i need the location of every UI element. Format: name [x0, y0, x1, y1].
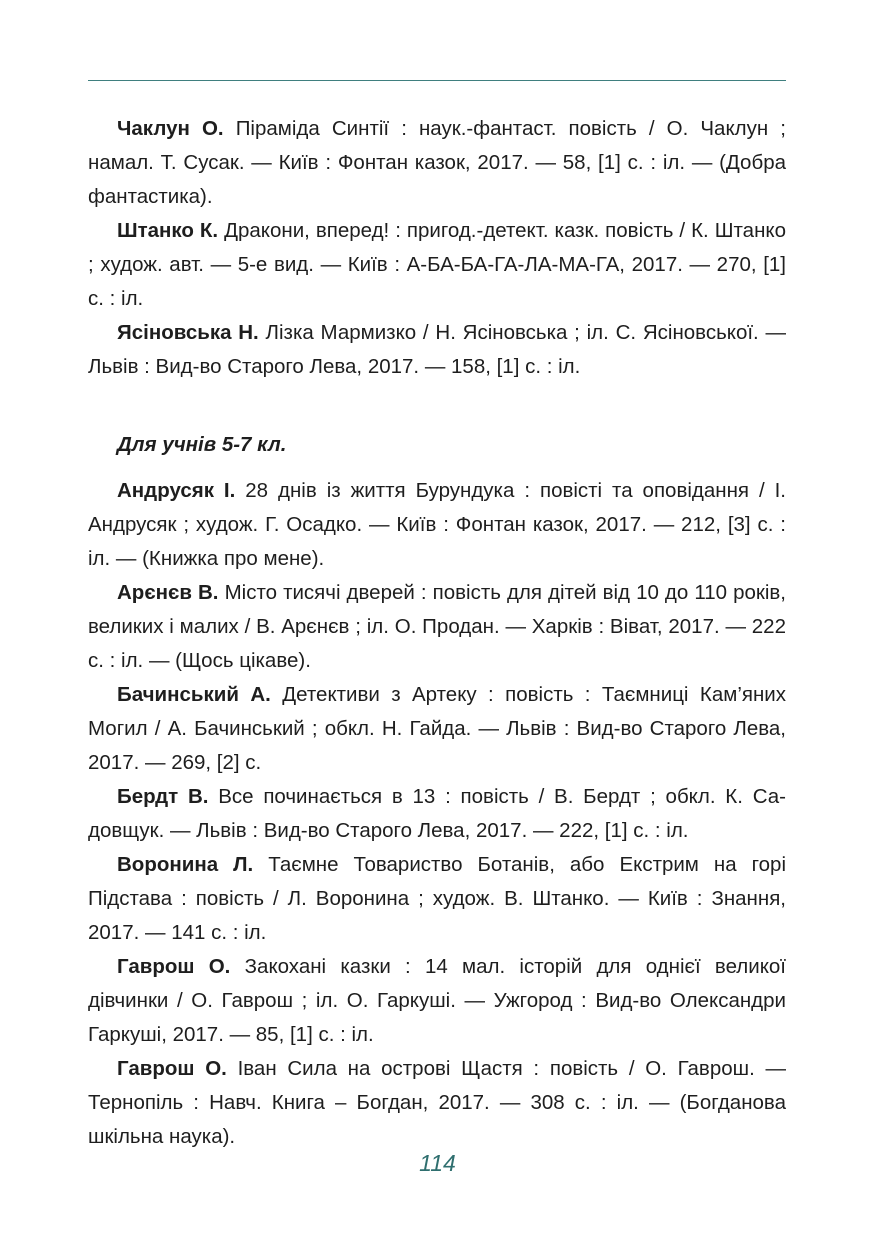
entry-author: Чаклун О.: [117, 117, 224, 140]
entry-author: Воронина Л.: [117, 853, 254, 876]
entry-text: Закохані казки : 14 мал. історій для однієї великої дівчинки / О. Гаврош ; іл. О. Гаркуші. — Ужгород : Вид-во Олександри Гаркуші, 2017. — 85, [1] с. : іл.: [88, 955, 787, 1046]
entry-author: Бердт В.: [117, 785, 209, 808]
bibliography-entry: [88, 1052, 786, 1154]
entries-section: [88, 474, 786, 1154]
entry-text: Піраміда Синтії : наук.-фантаст. повість / О. Чаклун ; намал. Т. Сусак. — Київ : Фонтан казок, 2017. — 58, [1] с. : іл. — (Добра фантастика).: [88, 117, 786, 208]
bibliography-entry: [88, 950, 786, 1052]
section-heading: Для учнів 5-7 кл.: [117, 433, 287, 456]
entry-text: Детективи з Артеку : повість : Таємниці Кам’яних Могил / А. Бачинський ; обкл. Н. Гайда. — Львів : Вид-во Старого Лева, 2017. — 269, [2] с.: [88, 683, 786, 774]
entry-author: Бачинський А.: [117, 683, 271, 706]
bibliography-entry: [88, 316, 786, 384]
entry-text: Лізка Мармизко / Н. Ясіновська ; іл. С. Ясіновської. — Львів : Вид-во Старого Лева, 2017. — 158, [1] с. : іл.: [88, 321, 787, 378]
header-rule: [88, 80, 786, 81]
entry-author: Ясіновська Н.: [117, 321, 259, 344]
entry-text: 28 днів із життя Бурундука : повісті та оповідання / І. Андрусяк ; худож. Г. Осадко. — Київ : Фонтан казок, 2017. — 212, [3] с. : іл. — (Книжка про мене).: [88, 479, 786, 570]
entry-text: Дракони, вперед! : пригод.-детект. казк. повість / К. Штанко ; худож. авт. — 5-е вид. — Київ : А-БА-БА-ГА-ЛА-МА-ГА, 2017. — 270, [1] с. : іл.: [88, 219, 786, 310]
entry-text: Іван Сила на острові Щастя : повість / О. Гаврош. — Тернопіль : Навч. Книга – Богдан, 2017. — 308 с. : іл. — (Богданова шкільна наука).: [88, 1057, 786, 1148]
entries-top: [88, 112, 786, 384]
entry-text: Місто тисячі дверей : повість для дітей від 10 до 110 років, великих і малих / В. Арєнєв ; іл. О. Продан. — Харків : Віват, 2017. — 222 с. : іл. — (Щось цікаве).: [88, 581, 786, 672]
bibliography-entry: [88, 214, 786, 316]
entry-author: Гаврош О.: [117, 1057, 227, 1080]
bibliography-entry: [88, 112, 786, 214]
bibliography-entry: [88, 474, 786, 576]
page-content: [88, 112, 786, 1154]
entry-author: Гаврош О.: [117, 955, 231, 978]
bibliography-entry: [88, 780, 786, 848]
entry-text: Таємне Товариство Ботанів, або Екстрим на горі Підстава : повість / Л. Воронина ; худож. В. Штанко. — Київ : Знання, 2017. — 141 с. : іл.: [88, 853, 787, 944]
page-number: 114: [419, 1150, 456, 1176]
bibliography-entry: [88, 576, 786, 678]
entry-author: Андрусяк І.: [117, 479, 236, 502]
bibliography-entry: [88, 678, 786, 780]
bibliography-entry: [88, 848, 786, 950]
entry-text: Все починається в 13 : повість / В. Бердт ; обкл. К. Садовщук. — Львів : Вид-во Старого Лева, 2017. — 222, [1] с. : іл.: [88, 785, 786, 842]
entry-author: Арєнєв В.: [117, 581, 219, 604]
entry-author: Штанко К.: [117, 219, 219, 242]
